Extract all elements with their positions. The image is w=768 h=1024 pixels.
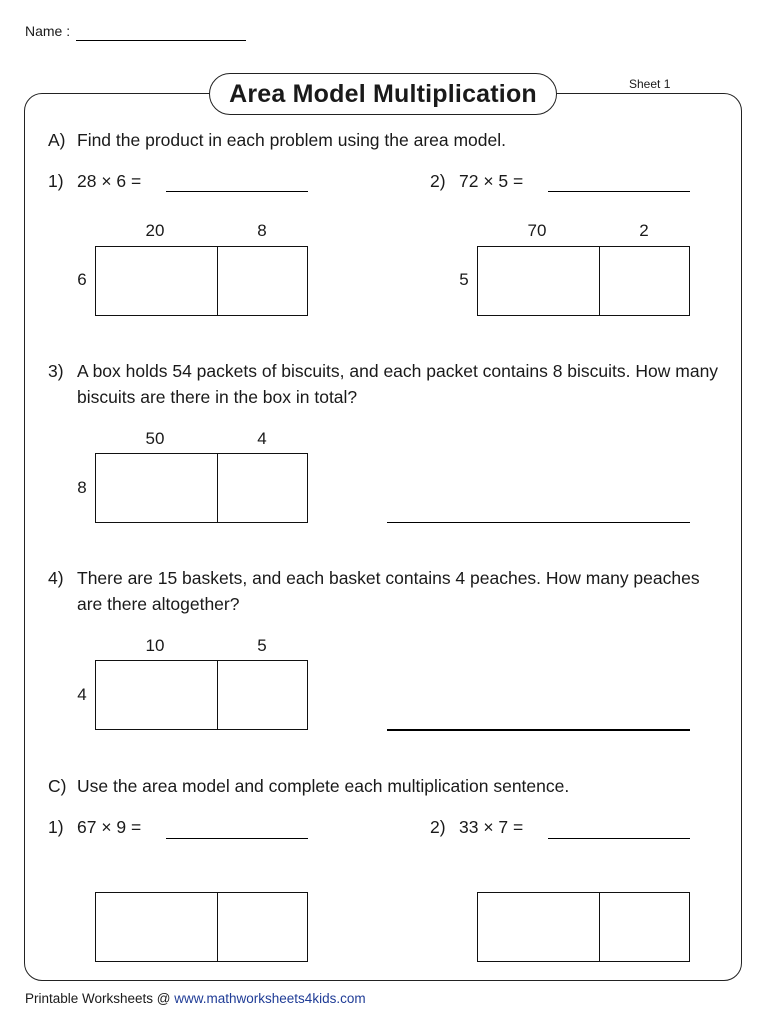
problem-3-top-label-2: 4 bbox=[257, 429, 267, 448]
problem-c1-answer-line[interactable] bbox=[166, 838, 308, 839]
problem-2-top-label-2: 2 bbox=[639, 221, 649, 240]
problem-c1-number: 1) bbox=[48, 817, 64, 837]
problem-c1-area-model bbox=[95, 892, 308, 962]
footer-link[interactable]: www.mathworksheets4kids.com bbox=[174, 991, 366, 1006]
problem-2-area-model bbox=[477, 246, 690, 316]
problem-1-top-label-2: 8 bbox=[257, 221, 267, 240]
problem-1-side-label: 6 bbox=[77, 270, 87, 289]
name-field[interactable] bbox=[76, 40, 246, 41]
problem-2-expression: 72 × 5 = bbox=[459, 171, 524, 191]
problem-c2-area-model bbox=[477, 892, 690, 962]
problem-3-number: 3) bbox=[48, 361, 64, 381]
problem-c1-expression: 67 × 9 = bbox=[77, 817, 142, 837]
problem-c2-number: 2) bbox=[430, 817, 446, 837]
page-title: Area Model Multiplication bbox=[209, 73, 557, 115]
problem-4-number: 4) bbox=[48, 568, 64, 588]
problem-c2-answer-line[interactable] bbox=[548, 838, 690, 839]
problem-4-text: There are 15 baskets, and each basket contains 4 peaches. How many peaches are there altogether? bbox=[77, 568, 700, 614]
problem-2-side-label: 5 bbox=[459, 270, 469, 289]
footer-prefix: Printable Worksheets @ bbox=[25, 991, 175, 1006]
problem-4-answer-line[interactable] bbox=[387, 729, 690, 731]
problem-4-area-model bbox=[95, 660, 308, 730]
section-a-letter: A) bbox=[48, 130, 66, 150]
name-label: Name : bbox=[25, 23, 71, 39]
area-model-divider bbox=[217, 247, 218, 315]
area-model-divider bbox=[599, 893, 600, 961]
problem-1-top-label-1: 20 bbox=[145, 221, 165, 240]
problem-3-answer-line[interactable] bbox=[387, 522, 690, 523]
sheet-label: Sheet 1 bbox=[629, 77, 671, 91]
problem-c2-expression: 33 × 7 = bbox=[459, 817, 524, 837]
problem-2-answer-line[interactable] bbox=[548, 191, 690, 192]
problem-3-side-label: 8 bbox=[77, 478, 87, 497]
problem-4-side-label: 4 bbox=[77, 685, 87, 704]
problem-1-answer-line[interactable] bbox=[166, 191, 308, 192]
problem-3-top-label-1: 50 bbox=[145, 429, 165, 448]
problem-1-area-model bbox=[95, 246, 308, 316]
problem-4-top-label-2: 5 bbox=[257, 636, 267, 655]
area-model-divider bbox=[599, 247, 600, 315]
problem-2-top-label-1: 70 bbox=[527, 221, 547, 240]
footer bbox=[25, 991, 366, 1006]
problem-1-number: 1) bbox=[48, 171, 64, 191]
problem-4-top-label-1: 10 bbox=[145, 636, 165, 655]
area-model-divider bbox=[217, 893, 218, 961]
problem-3-text: A box holds 54 packets of biscuits, and each packet contains 8 biscuits. How many biscuits are there in the box in total? bbox=[77, 361, 719, 407]
section-c-instruction: Use the area model and complete each multiplication sentence. bbox=[77, 776, 570, 796]
section-a-instruction: Find the product in each problem using the area model. bbox=[77, 130, 507, 150]
area-model-divider bbox=[217, 661, 218, 729]
area-model-divider bbox=[217, 454, 218, 522]
section-c-letter: C) bbox=[48, 776, 67, 796]
problem-3-area-model bbox=[95, 453, 308, 523]
problem-2-number: 2) bbox=[430, 171, 446, 191]
problem-1-expression: 28 × 6 = bbox=[77, 171, 142, 191]
